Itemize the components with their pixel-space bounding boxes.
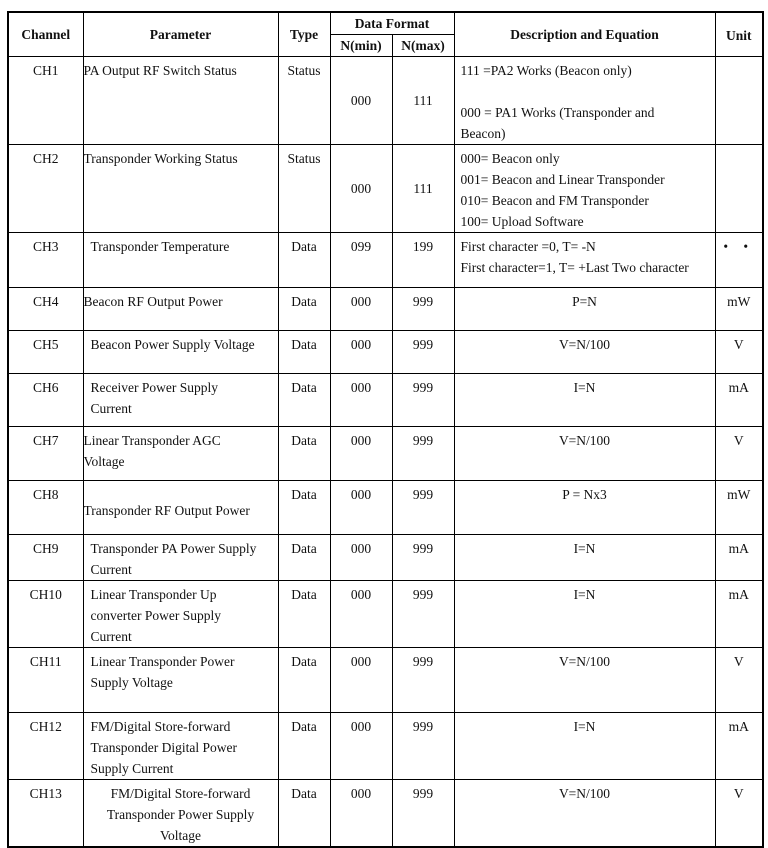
- parameter-line: Current: [90, 562, 132, 577]
- description-line: 010= Beacon and FM Transponder: [460, 193, 649, 208]
- parameter-line: Current: [90, 629, 132, 644]
- nmax-cell: 999: [392, 780, 454, 848]
- parameter-cell: [83, 581, 278, 648]
- type-cell: Data: [278, 288, 330, 331]
- type-cell: Data: [278, 535, 330, 581]
- description-line: 000= Beacon only: [460, 151, 560, 166]
- unit-cell: [715, 57, 763, 145]
- parameter-line: Receiver Power Supply: [90, 380, 218, 395]
- table-row: [8, 427, 763, 481]
- nmin-cell: 000: [330, 374, 392, 427]
- description-cell: [454, 233, 715, 288]
- nmin-cell: 000: [330, 648, 392, 713]
- channel-cell: CH10: [8, 581, 83, 648]
- parameter-line: Voltage: [160, 828, 201, 843]
- parameter-line: Current: [90, 401, 132, 416]
- description-line: 000 = PA1 Works (Transponder and: [460, 105, 655, 120]
- description-cell: [454, 145, 715, 233]
- type-cell: Data: [278, 713, 330, 780]
- description-cell: P=N: [454, 288, 715, 331]
- parameter-line: Linear Transponder AGC: [83, 433, 221, 448]
- description-cell: P = Nx3: [454, 481, 715, 535]
- parameter-cell: Beacon Power Supply Voltage: [83, 331, 278, 374]
- nmin-cell: 000: [330, 288, 392, 331]
- header-channel: Channel: [8, 12, 83, 57]
- parameter-cell: Transponder Working Status: [83, 145, 278, 233]
- type-cell: Data: [278, 233, 330, 288]
- parameter-cell: Beacon RF Output Power: [83, 288, 278, 331]
- nmax-cell: 999: [392, 288, 454, 331]
- nmax-cell: 999: [392, 331, 454, 374]
- unit-cell: V: [715, 648, 763, 713]
- header-unit: Unit: [715, 12, 763, 57]
- nmax-cell: 111: [392, 57, 454, 145]
- channel-cell: CH11: [8, 648, 83, 713]
- parameter-cell: [83, 535, 278, 581]
- header-type: Type: [278, 12, 330, 57]
- parameter-line: FM/Digital Store-forward: [90, 719, 231, 734]
- parameter-cell: Transponder Temperature: [83, 233, 278, 288]
- unit-cell: [715, 145, 763, 233]
- description-cell: V=N/100: [454, 780, 715, 848]
- description-cell: I=N: [454, 374, 715, 427]
- description-cell: V=N/100: [454, 427, 715, 481]
- description-line: First character=1, T= +Last Two character: [460, 260, 689, 275]
- header-nmin: N(min): [330, 35, 392, 57]
- table-row: [8, 481, 763, 535]
- parameter-cell: [83, 648, 278, 713]
- parameter-line: Supply Voltage: [90, 675, 173, 690]
- nmin-cell: 000: [330, 481, 392, 535]
- channel-cell: CH9: [8, 535, 83, 581]
- description-cell: V=N/100: [454, 331, 715, 374]
- table-row: [8, 713, 763, 780]
- channel-cell: CH8: [8, 481, 83, 535]
- table-row: [8, 780, 763, 848]
- table-row: [8, 648, 763, 713]
- type-cell: Data: [278, 780, 330, 848]
- nmax-cell: 999: [392, 713, 454, 780]
- nmax-cell: 999: [392, 427, 454, 481]
- description-line: 100= Upload Software: [460, 214, 584, 229]
- nmin-cell: 000: [330, 57, 392, 145]
- description-cell: [454, 57, 715, 145]
- nmin-cell: 000: [330, 581, 392, 648]
- parameter-line: FM/Digital Store-forward: [110, 786, 251, 801]
- parameter-line: Linear Transponder Power: [90, 654, 235, 669]
- description-cell: I=N: [454, 713, 715, 780]
- type-cell: Status: [278, 145, 330, 233]
- table-row: [8, 288, 763, 331]
- channel-cell: CH5: [8, 331, 83, 374]
- nmax-cell: 999: [392, 581, 454, 648]
- table-row: [8, 145, 763, 233]
- description-line: 111 =PA2 Works (Beacon only): [460, 63, 632, 78]
- type-cell: Data: [278, 427, 330, 481]
- type-cell: Data: [278, 581, 330, 648]
- table-row: [8, 233, 763, 288]
- header-parameter: Parameter: [83, 12, 278, 57]
- parameter-line: Voltage: [83, 454, 125, 469]
- parameter-cell: [83, 374, 278, 427]
- description-cell: V=N/100: [454, 648, 715, 713]
- header-data-format: Data Format: [330, 12, 454, 35]
- nmax-cell: 111: [392, 145, 454, 233]
- parameter-line: converter Power Supply: [90, 608, 221, 623]
- parameter-cell: PA Output RF Switch Status: [83, 57, 278, 145]
- channel-cell: CH4: [8, 288, 83, 331]
- description-spacer: [461, 81, 711, 102]
- unit-cell: mW: [715, 288, 763, 331]
- parameter-cell: Transponder RF Output Power: [83, 481, 278, 535]
- channel-cell: CH2: [8, 145, 83, 233]
- parameter-line: Transponder PA Power Supply: [90, 541, 257, 556]
- unit-cell: mA: [715, 535, 763, 581]
- parameter-line: Transponder Power Supply: [106, 807, 255, 822]
- channel-cell: CH1: [8, 57, 83, 145]
- nmin-cell: 000: [330, 713, 392, 780]
- type-cell: Data: [278, 331, 330, 374]
- table-row: [8, 331, 763, 374]
- parameter-line: Linear Transponder Up: [90, 587, 217, 602]
- nmin-cell: 099: [330, 233, 392, 288]
- nmax-cell: 999: [392, 374, 454, 427]
- channel-cell: CH7: [8, 427, 83, 481]
- type-cell: Data: [278, 481, 330, 535]
- description-line: First character =0, T= -N: [460, 239, 596, 254]
- table-row: [8, 535, 763, 581]
- description-cell: I=N: [454, 535, 715, 581]
- nmax-cell: 199: [392, 233, 454, 288]
- channel-cell: CH6: [8, 374, 83, 427]
- parameter-line: Supply Current: [90, 761, 174, 776]
- nmin-cell: 000: [330, 331, 392, 374]
- table-row: [8, 581, 763, 648]
- nmax-cell: 999: [392, 535, 454, 581]
- parameter-line: Transponder Digital Power: [90, 740, 237, 755]
- channel-cell: CH13: [8, 780, 83, 848]
- unit-cell: • •: [715, 233, 763, 288]
- header-description: Description and Equation: [454, 12, 715, 57]
- unit-cell: mA: [715, 713, 763, 780]
- parameter-cell: [83, 427, 278, 481]
- unit-cell: V: [715, 331, 763, 374]
- header-nmax: N(max): [392, 35, 454, 57]
- telemetry-channel-table: [7, 11, 764, 848]
- nmax-cell: 999: [392, 648, 454, 713]
- nmax-cell: 999: [392, 481, 454, 535]
- table-row: [8, 57, 763, 145]
- nmin-cell: 000: [330, 535, 392, 581]
- nmin-cell: 000: [330, 145, 392, 233]
- unit-cell: V: [715, 780, 763, 848]
- description-line: 001= Beacon and Linear Transponder: [460, 172, 665, 187]
- channel-cell: CH12: [8, 713, 83, 780]
- unit-cell: mA: [715, 581, 763, 648]
- type-cell: Data: [278, 648, 330, 713]
- unit-cell: mA: [715, 374, 763, 427]
- parameter-cell: [83, 713, 278, 780]
- nmin-cell: 000: [330, 780, 392, 848]
- table-row: [8, 374, 763, 427]
- parameter-cell: [83, 780, 278, 848]
- type-cell: Data: [278, 374, 330, 427]
- description-line: Beacon): [460, 126, 506, 141]
- type-cell: Status: [278, 57, 330, 145]
- unit-cell: V: [715, 427, 763, 481]
- unit-cell: mW: [715, 481, 763, 535]
- channel-cell: CH3: [8, 233, 83, 288]
- nmin-cell: 000: [330, 427, 392, 481]
- description-cell: I=N: [454, 581, 715, 648]
